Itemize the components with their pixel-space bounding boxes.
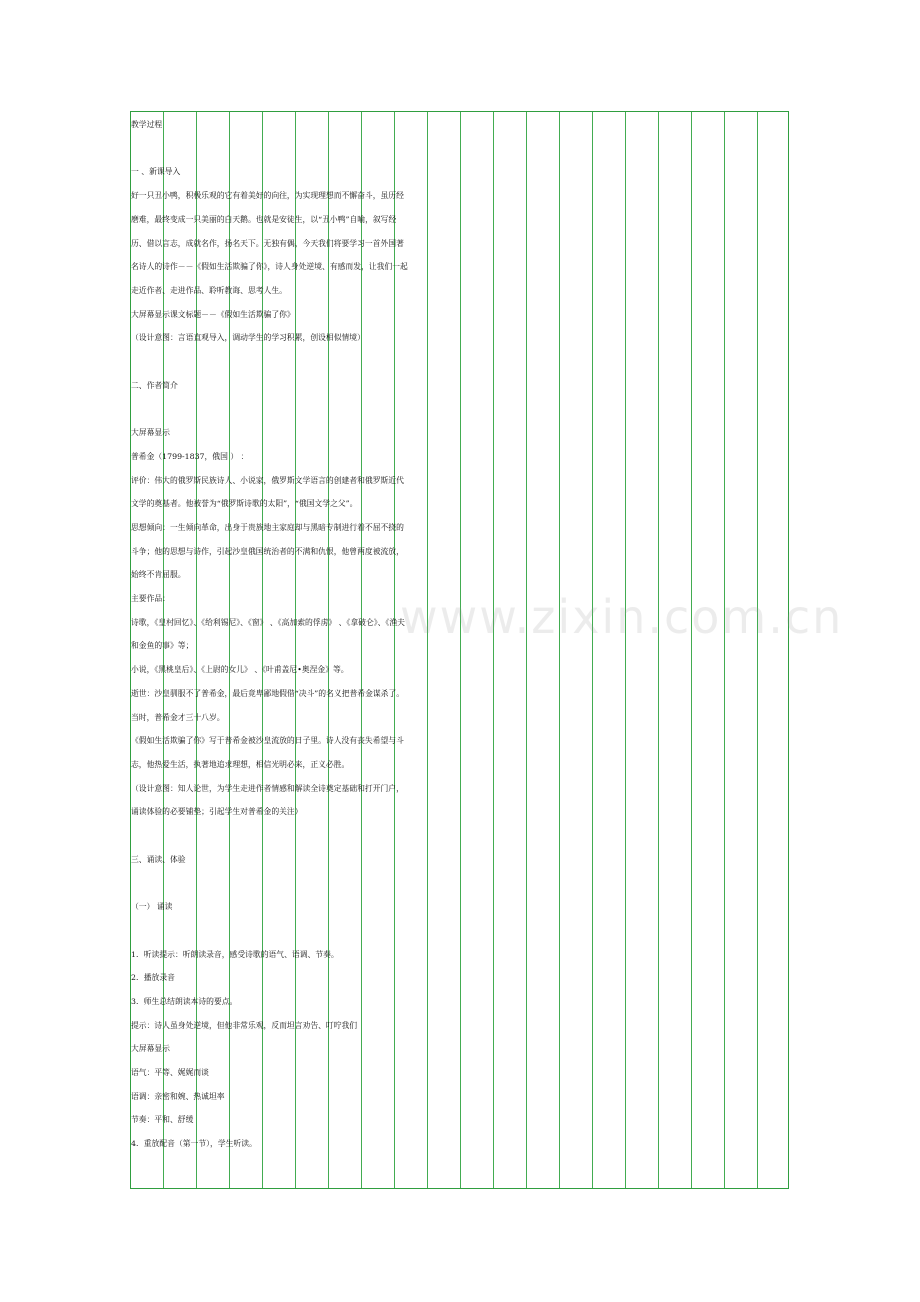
text-line: 二、作者简介 — [131, 380, 178, 390]
text-line: 大屏幕显示 — [131, 1044, 170, 1054]
text-line: 斗争；他的思想与诗作，引起沙皇俄国统治者的不满和仇恨，他曾两度被流放， — [131, 546, 404, 556]
text-line — [131, 824, 791, 848]
text-line: 文学的奠基者。他被誉为“俄罗斯诗歌的太阳”，“俄国文学之父”。 — [131, 499, 358, 509]
text-line: 三、诵读、体验 — [131, 854, 186, 864]
text-line: 大屏幕显示课文标题－－《假如生活欺骗了你》 — [131, 309, 295, 319]
text-line: 当时，普希金才三十八岁。 — [131, 712, 225, 722]
text-line — [131, 397, 791, 421]
text-line — [131, 871, 791, 895]
text-line: 主要作品： — [131, 594, 170, 604]
text-line: 语调：亲密和婉、热诚坦率 — [131, 1091, 225, 1101]
text-line: 好一只丑小鸭，积极乐观的它有着美好的向往，为实现理想而不懈奋斗，虽历经 — [131, 191, 404, 201]
text-line: 一 、新课导入 — [131, 167, 181, 177]
text-line: 普希金（1799-1837，俄国 ） ： — [131, 451, 249, 461]
text-line: 思想倾向：一生倾向革命，出身于贵族地主家庭却与黑暗专制进行着不屈不挠的 — [131, 522, 404, 532]
lesson-text — [131, 113, 791, 1156]
text-line: 教学过程 — [131, 120, 163, 129]
text-line: 诗歌，《皇村回忆》、《给利锡尼》、《窗》 、《高加索的俘虏》 、《拿破仑》、《渔夫 — [131, 617, 405, 627]
text-line: 和金鱼的事》等； — [131, 641, 194, 651]
text-line: 评价：伟大的俄罗斯民族诗人、小说家，俄罗斯文学语言的创建者和俄罗斯近代 — [131, 475, 404, 485]
text-line: 3．师生总结朗读本诗的要点。 — [131, 996, 238, 1006]
text-line: （设计意图：知人论世，为学生走进作者情感和解读全诗奠定基础和打开门户， — [131, 783, 404, 793]
text-line: 诵读体验的必要铺垫；引起学生对普希金的关注） — [131, 807, 303, 817]
text-line: 《假如生活欺骗了你》写于普希金被沙皇流放的日子里。诗人没有丧失希望与斗 — [131, 736, 404, 746]
text-line: （设计意图：言语直观导入，调动学生的学习积累，创设相似情境） — [131, 333, 365, 343]
text-line — [131, 350, 791, 374]
text-line: 志，他热爱生活，执著地追求理想，相信光明必来，正义必胜。 — [131, 759, 350, 769]
text-line: 走近作者、走进作品、聆听教诲、思考人生。 — [131, 285, 287, 295]
text-line: 名诗人的诗作－－《假如生活欺骗了你》，诗人身处逆境、有感而发，让我们一起 — [131, 262, 408, 272]
text-line: 1．听读提示：听朗读录音，感受诗歌的语气、语调、节奏。 — [131, 949, 339, 959]
text-line: 2．播放录音 — [131, 973, 175, 983]
text-line: 大屏幕显示 — [131, 428, 170, 438]
text-line: 提示：诗人虽身处逆境，但他非常乐观，反而坦言劝告、叮咛我们 — [131, 1020, 358, 1030]
text-line: 磨难，最终变成一只美丽的白天鹅。也就是安徒生，以“丑小鸭”自喻，叙写经 — [131, 214, 397, 224]
text-line: 历、借以言志，成就名作，扬名天下。无独有偶，今天我们将要学习一首外国著 — [131, 238, 404, 248]
text-line: 始终不肯屈服。 — [131, 570, 186, 580]
text-line — [131, 137, 791, 161]
text-line: 4．重放配音（第一节），学生听读。 — [131, 1139, 257, 1149]
text-line — [131, 919, 791, 943]
text-line: 小说，《黑桃皇后》、《上尉的女儿》 、《叶甫盖尼•奥涅金》等。 — [131, 665, 349, 675]
text-line: 语气：平等、娓娓而谈 — [131, 1068, 209, 1078]
text-line: 逝世：沙皇驯服不了普希金，最后竟卑鄙地假借“决斗”的名义把普希金谋杀了。 — [131, 688, 405, 698]
text-line: 节奏：平和、舒缓 — [131, 1115, 194, 1125]
text-line: （一） 诵读 — [131, 902, 173, 912]
